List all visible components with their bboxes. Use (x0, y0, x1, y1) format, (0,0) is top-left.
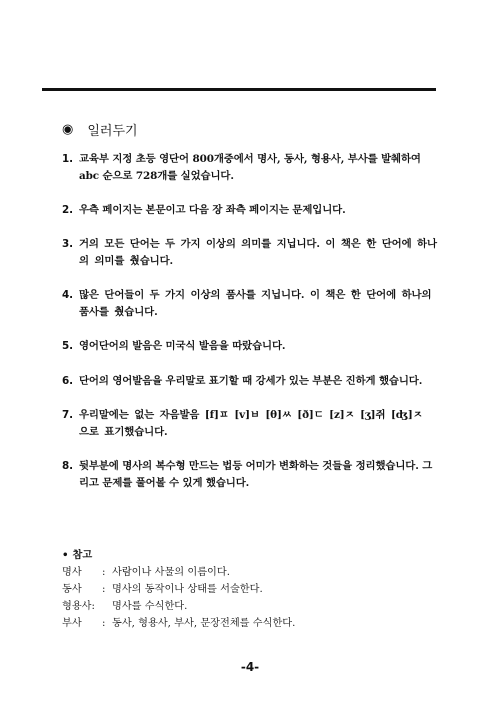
list-item-1 (62, 151, 438, 185)
reference-row-verb (62, 581, 442, 598)
list-item-6 (62, 373, 438, 390)
reference-box (62, 547, 442, 632)
reference-row-adverb (62, 615, 442, 632)
item-text: 뒷부분에 명사의 복수형 만드는 법등 어미가 변화하는 것들을 정리했습니다. 그리고 문제를 풀어볼 수 있게 했습니다. (79, 460, 433, 489)
reference-title: 참고 (72, 549, 93, 561)
reference-colon: : (102, 567, 106, 578)
section-heading (62, 120, 138, 139)
reference-colon: : (102, 618, 106, 629)
reference-desc: 명사를 수식한다. (112, 601, 188, 612)
reference-term: 동사 (62, 584, 82, 595)
page-number: -4- (240, 660, 260, 674)
list-item-2 (62, 202, 438, 219)
item-text: 교육부 지정 초등 영단어 800개중에서 명사, 동사, 형용사, 부사를 발췌하여 abc 순으로 728개를 실었습니다. (79, 153, 421, 182)
reference-row-adjective (62, 598, 442, 615)
item-text: 단어의 영어발음을 우리말로 표기할 때 강세가 있는 부분은 진하게 했습니다. (79, 375, 423, 387)
item-number: 4. (62, 289, 73, 301)
item-number: 8. (62, 460, 73, 472)
reference-row-noun (62, 564, 442, 581)
list-item-5 (62, 338, 438, 355)
item-number: 5. (62, 340, 73, 352)
item-number: 2. (62, 204, 73, 216)
list-item-4 (62, 287, 438, 321)
item-number: 1. (62, 153, 73, 165)
notes-list (62, 151, 438, 492)
item-text: 우측 페이지는 본문이고 다음 장 좌측 페이지는 문제입니다. (79, 204, 346, 216)
item-number: 3. (62, 238, 73, 250)
item-text: 거의 모든 단어는 두 가지 이상의 의미를 지닙니다. 이 책은 한 단어에 하나의 의미를 췄습니다. (79, 238, 437, 267)
reference-colon: : (102, 584, 106, 595)
dot-bullet-icon: • (62, 549, 69, 561)
reference-desc: 명사의 동작이나 상태를 서술한다. (112, 584, 263, 595)
reference-term: 명사 (62, 567, 82, 578)
circle-bullet-icon: ◉ (62, 122, 74, 137)
reference-desc: 동사, 형용사, 부사, 문장전체를 수식한다. (112, 618, 296, 629)
reference-desc: 사람이나 사물의 이름이다. (112, 567, 230, 578)
reference-heading (62, 547, 442, 564)
item-text: 많은 단어들이 두 가지 이상의 품사를 지닙니다. 이 책은 한 단어에 하나의 품사를 췄습니다. (79, 289, 432, 318)
reference-term: 부사 (62, 618, 82, 629)
item-number: 7. (62, 409, 73, 421)
item-number: 6. (62, 375, 73, 387)
section-title: 일러두기 (87, 124, 138, 139)
item-text: 우리말에는 없는 자음발음 [f]ㅍ [v]ㅂ [θ]ㅆ [ð]ㄷ [z]ㅈ [ʒ]쥐 [ʤ]ㅈ 으로 표기했습니다. (79, 409, 423, 438)
item-text: 영어단어의 발음은 미국식 발음을 따랐습니다. (79, 340, 286, 352)
list-item-8 (62, 458, 438, 492)
top-rule (42, 88, 436, 91)
reference-term: 형용사: (62, 601, 95, 612)
list-item-7 (62, 407, 438, 441)
list-item-3 (62, 236, 438, 270)
